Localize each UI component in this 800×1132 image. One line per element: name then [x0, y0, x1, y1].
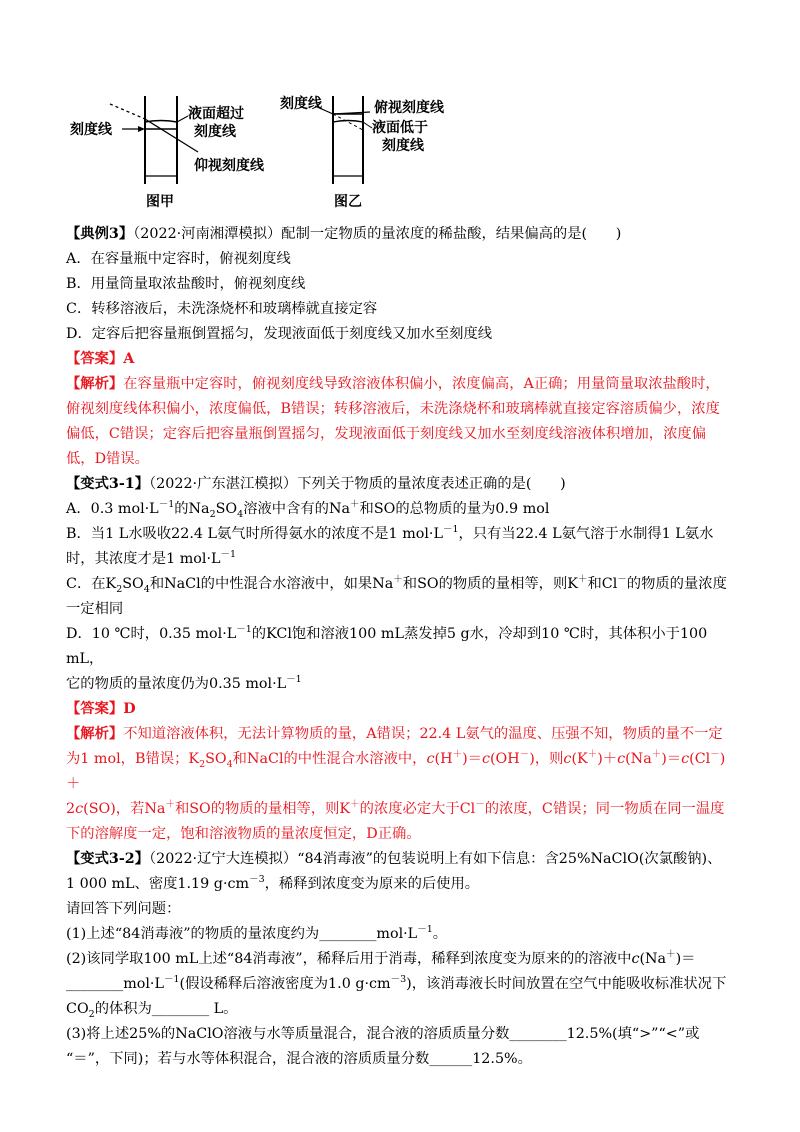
sup: －	[519, 749, 530, 761]
answer-value: D	[123, 701, 136, 717]
sup: －1	[220, 549, 237, 561]
text: 和NaCl的中性混合水溶液中，	[232, 751, 427, 767]
variant31-option-b-line-2	[66, 547, 736, 572]
caption-yi: 图乙	[334, 194, 362, 210]
sup: ＋	[587, 749, 598, 761]
italic: c	[481, 751, 490, 767]
sub: 2	[88, 1008, 95, 1020]
document-body	[66, 222, 736, 1072]
variant31-option-c-line-1	[66, 572, 736, 597]
variant31-option-a	[66, 497, 736, 522]
label-over-1: 液面超过	[188, 106, 244, 122]
variant31-option-c-line-2: 一定相同	[66, 601, 124, 617]
text: B．当1 L水吸收22.4 L氨气时所得氨水的浓度不是1 mol·L	[66, 526, 443, 542]
variant32-line-3: 请回答下列问题：	[66, 901, 181, 917]
text: (假设稀释后溶液密度为1.0 g·cm	[179, 976, 391, 992]
sub: 4	[143, 583, 150, 595]
label-over-2: 刻度线	[194, 124, 236, 140]
sub: 4	[237, 508, 244, 520]
figure-jia	[70, 96, 265, 210]
label-view-yi: 俯视刻度线	[374, 100, 444, 116]
sup: －1	[163, 974, 180, 986]
variant32-q2-line-1	[66, 947, 736, 972]
sight-line-dashed	[333, 114, 363, 130]
variant32-q1	[66, 922, 736, 947]
text: (K	[571, 751, 588, 767]
liquid-surface	[333, 121, 363, 123]
example3-option-c: C．转移溶液后，未洗涤烧杯和玻璃棒就直接定容	[66, 301, 378, 317]
arrow-mark	[138, 126, 145, 132]
text: )，该消毒液长时间放置在空气中能吸收标准状况下	[406, 976, 727, 992]
text: 和Cl	[587, 576, 618, 592]
example3-stem: 配制一定物质的量浓度的稀盐酸，结果偏高的是( )	[281, 226, 622, 242]
sup: －3	[390, 974, 407, 986]
text: 的浓度，C错误；同一物质在同一温度	[484, 801, 725, 817]
text: )＝	[675, 951, 696, 967]
text: 溶液中含有的Na	[243, 501, 351, 517]
text: C．在K	[66, 576, 117, 592]
text: )＋	[66, 751, 726, 792]
text: (OH	[489, 751, 520, 767]
sub: 2	[209, 508, 216, 520]
text: 为1 mol，B错误；K	[66, 751, 200, 767]
variant32-q2-line-2	[66, 972, 736, 997]
figure-yi	[280, 95, 445, 210]
variant31-analysis-line-2	[66, 747, 736, 797]
text: 的体积为________ L。	[94, 1001, 238, 1017]
analysis-tag: 【解析】	[66, 726, 124, 742]
example3-source: （2022·河南湘潭模拟）	[133, 226, 282, 242]
variant31-option-d-line-1	[66, 622, 736, 672]
label-view-jia: 仰视刻度线	[194, 158, 264, 174]
text: ，只有当22.4 L氨气溶于水制得1 L氨水	[458, 526, 714, 542]
variant31-source: （2022·广东湛江模拟）	[149, 476, 298, 492]
sup: ＋	[651, 749, 662, 761]
sup: ＋	[350, 799, 360, 811]
text: (2)该同学取100 mL上述“84消毒液”，稀释后用于消毒，稀释到浓度变为原来的的溶液中	[66, 951, 632, 967]
text: 和NaCl的中性混合水溶液中，如果Na	[149, 576, 394, 592]
variant31-option-b-line-1	[66, 522, 736, 547]
sup: ＋	[393, 574, 403, 586]
text: SO	[215, 501, 238, 517]
answer-value: A	[123, 351, 135, 367]
italic: c	[75, 801, 84, 817]
sup: －	[475, 799, 485, 811]
text: 它的物质的量浓度仍为0.35 mol·L	[66, 676, 287, 692]
sub: 2	[199, 758, 206, 770]
sup: ＋	[577, 574, 588, 586]
variant31-analysis-line-1	[66, 722, 736, 747]
variant31-answer	[66, 697, 736, 722]
sup: ＋	[452, 749, 463, 761]
example3-option-a: A．在容量瓶中定容时，俯视刻度线	[66, 251, 291, 267]
variant32-stem: “84消毒液”的包装说明上有如下信息：含25%NaClO(次氯酸钠)、	[297, 851, 722, 867]
example3-analysis-line-3: 偏低，C错误；定容后把容量瓶倒置摇匀，发现液面低于刻度线又加水至刻度线溶液体积增加，浓度偏	[66, 426, 706, 442]
text: 的浓度必定大于Cl	[359, 801, 476, 817]
sight-line-dashed	[110, 104, 145, 119]
analysis-tag: 【解析】	[66, 376, 124, 392]
text: (Na	[639, 951, 667, 967]
text: 不知道溶液体积，无法计算物质的量，A错误；22.4 L氨气的温度、压强不知，物质的量不一定	[123, 726, 723, 742]
text: 和SO的物质的量相等，则K	[174, 801, 351, 817]
volumetric-flask-figures	[70, 92, 490, 222]
text: )＝	[661, 751, 682, 767]
sup: －	[710, 749, 720, 761]
sup: ＋	[350, 499, 360, 511]
variant31-option-d-line-2	[66, 672, 736, 697]
text: 和SO的总物质的量为0.9 mol	[359, 501, 550, 517]
sub: 4	[226, 758, 233, 770]
example3-option-b: B．用量筒量取浓盐酸时，俯视刻度线	[66, 276, 306, 292]
variant32-question	[66, 847, 736, 872]
italic: c	[617, 751, 626, 767]
text: 的KCl饱和溶液100 mL蒸发掉5 g水，冷却到10 ℃时，其体积小于100 mL，	[66, 626, 708, 667]
italic: c	[631, 951, 640, 967]
sup: －1	[158, 499, 175, 511]
answer-tag: 【答案】	[66, 701, 124, 717]
variant32-tag: 【变式3-2】	[66, 851, 150, 867]
text: A．0.3 mol·L	[66, 501, 159, 517]
analysis-text: 在容量瓶中定容时，俯视刻度线导致溶液体积偏小，浓度偏高，A正确；用量筒量取浓盐酸时，	[123, 376, 720, 392]
text: (H	[434, 751, 453, 767]
sight-line	[145, 119, 198, 152]
variant31-stem: 下列关于物质的量浓度表述正确的是( )	[297, 476, 566, 492]
variant31-tag: 【变式3-1】	[66, 476, 150, 492]
text: ________mol·L	[66, 976, 164, 992]
pointer-under	[363, 122, 372, 128]
label-under-2: 刻度线	[382, 138, 424, 154]
italic: c	[563, 751, 572, 767]
variant32-q3-line-1: (3)将上述25%的NaClO溶液与水等质量混合，混合液的溶质质量分数________12.5%(填“>”“<”或	[66, 1026, 700, 1042]
variant32-line-2	[66, 872, 736, 897]
pointer-over	[177, 116, 188, 122]
label-mark-jia: 刻度线	[70, 122, 112, 138]
text: 和SO的物质的量相等，则K	[402, 576, 578, 592]
sup: －	[617, 574, 627, 586]
variant31-question	[66, 472, 736, 497]
text: 时，其浓度才是1 mol·L	[66, 551, 221, 567]
text: )，则	[529, 751, 564, 767]
variant31-analysis-line-3	[66, 797, 736, 822]
text: (Na	[625, 751, 652, 767]
example3-option-d: D．定容后把容量瓶倒置摇匀，发现液面低于刻度线又加水至刻度线	[66, 326, 493, 342]
example3-analysis-line-4: 低，D错误。	[66, 451, 149, 467]
sup: －1	[236, 624, 252, 636]
sup: －1	[442, 524, 459, 536]
text: 2	[66, 801, 76, 817]
example3-answer	[66, 347, 736, 372]
variant31-analysis-line-4: 下的溶解度一定，饱和溶液物质的量浓度恒定，D正确。	[66, 826, 421, 842]
text: (SO)，若Na	[83, 801, 166, 817]
text: )＝	[462, 751, 482, 767]
text: 1 000 mL、密度1.19 g·cm	[66, 876, 250, 892]
flask-diagram	[70, 92, 490, 222]
answer-tag: 【答案】	[66, 351, 124, 367]
sup: －1	[286, 674, 302, 686]
label-mark-yi: 刻度线	[280, 96, 322, 112]
text: 的Na	[174, 501, 210, 517]
text: (Cl	[689, 751, 711, 767]
text: 的物质的量浓度	[626, 576, 727, 592]
sup: ＋	[666, 949, 676, 961]
text: SO	[205, 751, 227, 767]
variant32-source: （2022·辽宁大连模拟）	[149, 851, 298, 867]
text: SO	[122, 576, 144, 592]
sup: －3	[249, 874, 265, 886]
example3-question	[66, 222, 736, 247]
italic: c	[681, 751, 690, 767]
sub: 2	[116, 583, 123, 595]
text: D．10 ℃时，0.35 mol·L	[66, 626, 237, 642]
text: )＋	[597, 751, 618, 767]
label-under-1: 液面低于	[372, 120, 428, 136]
example3-analysis-line-1	[66, 372, 736, 397]
italic: c	[426, 751, 435, 767]
sup: ＋	[165, 799, 175, 811]
example3-analysis-line-2: 俯视刻度线体积偏小，浓度偏低，B错误；转移溶液后，未洗涤烧杯和玻璃棒就直接定容溶质偏少，浓度	[66, 401, 720, 417]
caption-jia: 图甲	[146, 194, 174, 210]
sup: －1	[417, 924, 433, 936]
text: ，稀释到浓度变为原来的后使用。	[264, 876, 480, 892]
text: CO	[66, 1001, 89, 1017]
text: (1)上述“84消毒液”的物质的量浓度约为________mol·L	[66, 926, 418, 942]
variant32-q3-line-2: “＝”，下同)；若与水等体积混合，混合液的溶质质量分数______12.5%。	[66, 1051, 532, 1067]
variant32-q2-line-3	[66, 997, 736, 1022]
example3-tag: 【典例3】	[66, 226, 134, 242]
text: 。	[432, 926, 448, 942]
